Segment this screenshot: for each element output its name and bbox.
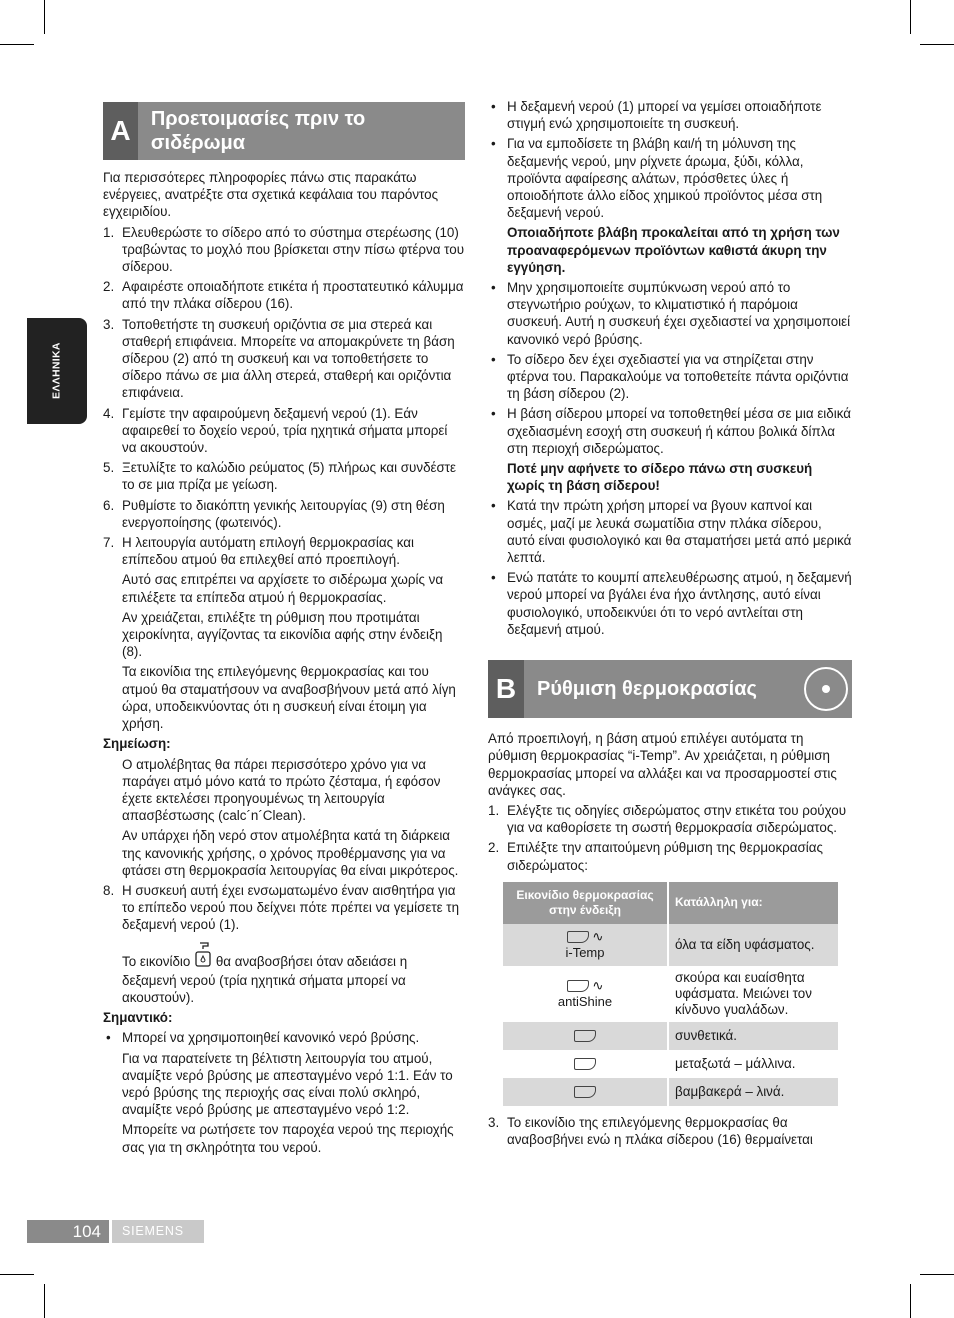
crop-mark [910, 0, 911, 34]
table-row: ∿ i-Temp όλα τα είδη υφάσματος. [503, 924, 838, 966]
table-header-suitable: Κατάλληλη για: [668, 882, 838, 924]
note-text-2: Αν υπάρχει ήδη νερό στον ατμολέβητα κατά τη διάρκεια της κανονικής χρήσης, ο χρόνος προθέρμανσης για να φτάσει στη θερμοκρασία λειτουργίας θα είναι μικρότερος. [122, 828, 459, 878]
iron-icon [574, 1084, 596, 1099]
section-a-steps [103, 224, 465, 569]
step-8: 8. Η συσκευή αυτή έχει ενσωματωμένο έναν αισθητήρα για το επίπεδο νερού που δείχνει πότε πρέπει να γεμίσετε τη δεξαμενή νερού (1). [103, 882, 460, 933]
bullet-list-2 [488, 279, 852, 457]
important-sub-2: Μπορείτε να ρωτήσετε τον παροχέα νερού της περιοχής σας για τη σκληρότητα του νερού. [122, 1122, 454, 1155]
column-left [103, 98, 465, 1159]
brand-label: SIEMENS [112, 1220, 204, 1243]
section-b-intro: Από προεπιλογή, η βάση ατμού επιλέγει αυτόματα τη ρύθμιση θερμοκρασίας “i-Temp”. Αν χρειάζεται, η ρύθμιση θερμοκρασίας μπορεί να αλλάξει και να προσαρμοστεί στις ανάγκες σας. [488, 731, 837, 798]
crop-mark [910, 1284, 911, 1318]
bullet-item: • Η δεξαμενή νερού (1) μπορεί να γεμίσει οποιαδήποτε στιγμή ενώ χρησιμοποιείτε τη συσκευή. [491, 99, 822, 132]
step-2: 2. Αφαιρέστε οποιαδήποτε ετικέτα ή προστατευτικό κάλυμμα από την πλάκα σίδερου (16). [103, 279, 464, 312]
section-b-letter: B [488, 660, 524, 718]
section-b-step-3: 3. Το εικονίδιο της επιλεγόμενης θερμοκρασίας θα αναβοσβήνει ενώ η πλάκα σίδερου (16) θερμαίνεται [488, 1114, 813, 1147]
column-right [488, 98, 852, 1151]
iron-icon: ∿ [567, 978, 604, 993]
step-8-icon-note: Το εικονίδιο θα αναβοσβήσει όταν αδειάσει η δεξαμενή νερού (τρία ηχητικά σήματα μπορεί να ακουστούν). [103, 942, 465, 1007]
step-1: 1. Ελευθερώστε το σίδερο από το σύστημα στερέωσης (10) τραβώντας το μοχλό που βρίσκεται στην πίσω φτέρνα του σίδερου. [103, 224, 465, 275]
step-7: 7. Η λειτουργία αυτόματη επιλογή θερμοκρασίας και επίπεδου ατμού θα επιλεχθεί από προεπιλογή. [103, 535, 415, 568]
step-7-sub-1: Αυτό σας επιτρέπει να αρχίσετε το σιδέρωμα χωρίς να επιλέξετε τα επίπεδα ατμού ή θερμοκρασίας. [122, 572, 444, 605]
crop-mark [920, 44, 954, 45]
page-number: 104 [27, 1220, 109, 1243]
table-row: βαμβακερά – λινά. [503, 1078, 838, 1106]
step-7-sub-2: Αν χρειάζεται, επιλέξτε τη ρύθμιση που προτιμάται χειροκίνητα, αγγίζοντας τα εικονίδια αφής στην ένδειξη (8). [122, 609, 443, 660]
warranty-warning: Οποιαδήποτε βλάβη προκαλείται από τη χρήση των προαναφερόμενων προϊόντων καθιστά άκυρη την εγγύηση. [507, 225, 840, 275]
base-warning: Ποτέ μην αφήνετε το σίδερο πάνω στη συσκευή χωρίς τη βάση σίδερου! [507, 461, 813, 494]
section-b-step-1: 1. Ελέγξτε τις οδηγίες σιδερώματος στην ετικέτα του ρούχου για να καθορίσετε τη σωστή θερμοκρασία σιδερώματος. [488, 802, 847, 836]
bullet-item: • Το σίδερο δεν έχει σχεδιαστεί για να στηρίζεται στην φτέρνα του. Παρακαλούμε να τοποθετείτε πάντα οριζόντια τη βάση σίδερου (2). [491, 351, 849, 402]
bullet-item: • Ενώ πατάτε το κουμπί απελευθέρωσης ατμού, η δεξαμενή νερού μπορεί να βγάλει ένα ήχο άντλησης, αυτό είναι φυσιολογικό, υποδεικνύει ότι το νερό αντλείται στη δεξαμενή ατμού. [491, 570, 852, 637]
step-6: 6. Ρυθμίστε το διακόπτη γενικής λειτουργίας (9) στη θέση ενεργοποίησης (φωτεινός). [103, 497, 445, 530]
iron-icon [574, 1056, 596, 1071]
table-row: ∿ antiShine σκούρα και ευαίσθητα υφάσματα. Μειώνει τον κίνδυνο γυαλάδων. [503, 966, 838, 1022]
note-text-1: Ο ατμολέβητας θα πάρει περισσότερο χρόνο για να παράγει ατμό μόνο κατά το πρώτο ζέσταμα, ή εφόσον έχετε εκτελέσει προηγουμένως τη λειτουργία απασβέστωσης (calc´n´Clean). [122, 756, 441, 824]
temperature-table [503, 882, 838, 1106]
water-tank-icon [194, 942, 212, 972]
table-header-icon: Εικονίδιο θερμοκρασίας στην ένδειξη [503, 882, 668, 924]
bullet-item: • Η βάση σίδερου μπορεί να τοποθετηθεί μέσα σε μια ειδικά σχεδιασμένη εσοχή στη συσκευή ή κάπου βολικά δίπλα στη περιοχή σιδερώματος. [491, 406, 851, 456]
section-b-title: Ρύθμιση θερμοκρασίας [537, 678, 757, 701]
table-row: μεταξωτά – μάλλινα. [503, 1050, 838, 1078]
iron-icon: ∿ [567, 929, 604, 944]
crop-mark [920, 1274, 954, 1275]
note-label: Σημείωση: [103, 736, 171, 752]
step-3: 3. Τοποθετήστε τη συσκευή οριζόντια σε μια στερεά και σταθερή επιφάνεια. Μπορείτε να απομακρύνετε τη βάση σίδερου (2) από τη συσκευή και να τοποθετήσετε το σίδερο πάνω σε μια άλλη στερεά, σταθερή και οριζόντια επιφάνεια. [103, 316, 455, 401]
section-b-header [488, 660, 852, 718]
page-footer [27, 1220, 204, 1243]
section-a-letter: A [103, 102, 138, 160]
section-a-intro: Για περισσότερες πληροφορίες πάνω στις παρακάτω ενέργειες, ανατρέξτε στα σχετικά κεφάλαια του παρόντος εγχειριδίου. [103, 170, 439, 220]
table-row: συνθετικά. [503, 1022, 838, 1050]
bullet-list-1 [488, 98, 852, 221]
temperature-dial-icon [804, 667, 848, 711]
bullet-list-3 [488, 497, 852, 638]
section-a-header [103, 102, 465, 160]
crop-mark [44, 0, 45, 34]
step-7-sub-3: Τα εικονίδια της επιλεγόμενης θερμοκρασίας και του ατμού θα σταματήσουν να αναβοσβήνουν μετά από λίγη ώρα, υποδεικνύοντας ότι η συσκευή είναι έτοιμη για χρήση. [122, 664, 456, 732]
important-bullet-1: • Μπορεί να χρησιμοποιηθεί κανονικό νερό βρύσης. [106, 1030, 420, 1046]
language-tab [27, 318, 87, 424]
crop-mark [0, 44, 34, 45]
iron-icon [574, 1028, 596, 1043]
crop-mark [44, 1284, 45, 1318]
step-5: 5. Ξετυλίξτε το καλώδιο ρεύματος (5) πλήρως και συνδέστε το σε μια πρίζα με γείωση. [103, 460, 457, 493]
bullet-item: • Μην χρησιμοποιείτε συμπύκνωση νερού από το στεγνωτήριο ρούχων, το κλιματιστικό ή παρόμοια συσκευή. Αυτή η συσκευή έχει σχεδιαστεί να χρησιμοποιεί κανονικό νερό βρύσης. [491, 280, 851, 347]
bullet-item: • Για να εμποδίσετε τη βλάβη και/ή τη μόλυνση της δεξαμενής νερού, μην ρίχνετε άρωμα, ξύδι, κόλλα, προϊόντα αφαίρεσης αλάτων, πρόσθετες ύλες ή οποιοδήποτε άλλο είδος χημικού προϊόντος μέσα στη δεξαμενή νερού. [491, 136, 823, 221]
section-a-title: Προετοιμασίες πριν το σιδέρωμα [150, 108, 366, 154]
language-tab-label: ΕΛΛΗΝΙΚΑ [50, 342, 63, 400]
section-b-step-2: 2. Επιλέξτε την απαιτούμενη ρύθμιση της θερμοκρασίας σιδερώματος: [488, 840, 823, 873]
step-4: 4. Γεμίστε την αφαιρούμενη δεξαμενή νερού (1). Εάν αφαιρεθεί το δοχείο νερού, τρία ηχητικά σήματα μπορεί να ακουστούν. [103, 405, 448, 456]
bullet-item: • Κατά την πρώτη χρήση μπορεί να βγουν καπνοί και οσμές, μαζί με λευκά σωματίδια στην πλάκα σίδερου, αυτό είναι φυσιολογικό και θα σταματήσει μετά από μερικά λεπτά. [491, 498, 852, 566]
crop-mark [0, 1274, 34, 1275]
important-label: Σημαντικό: [103, 1010, 173, 1026]
important-sub-1: Για να παρατείνετε τη βέλτιστη λειτουργία του ατμού, αναμίξτε νερό βρύσης με απεσταγμένο νερό 1:1. Εάν το νερό βρύσης της περιοχής σας είναι πολύ σκληρό, αναμίξτε νερό βρύσης με απεσταγμένο νερό 1:2. [122, 1050, 453, 1118]
